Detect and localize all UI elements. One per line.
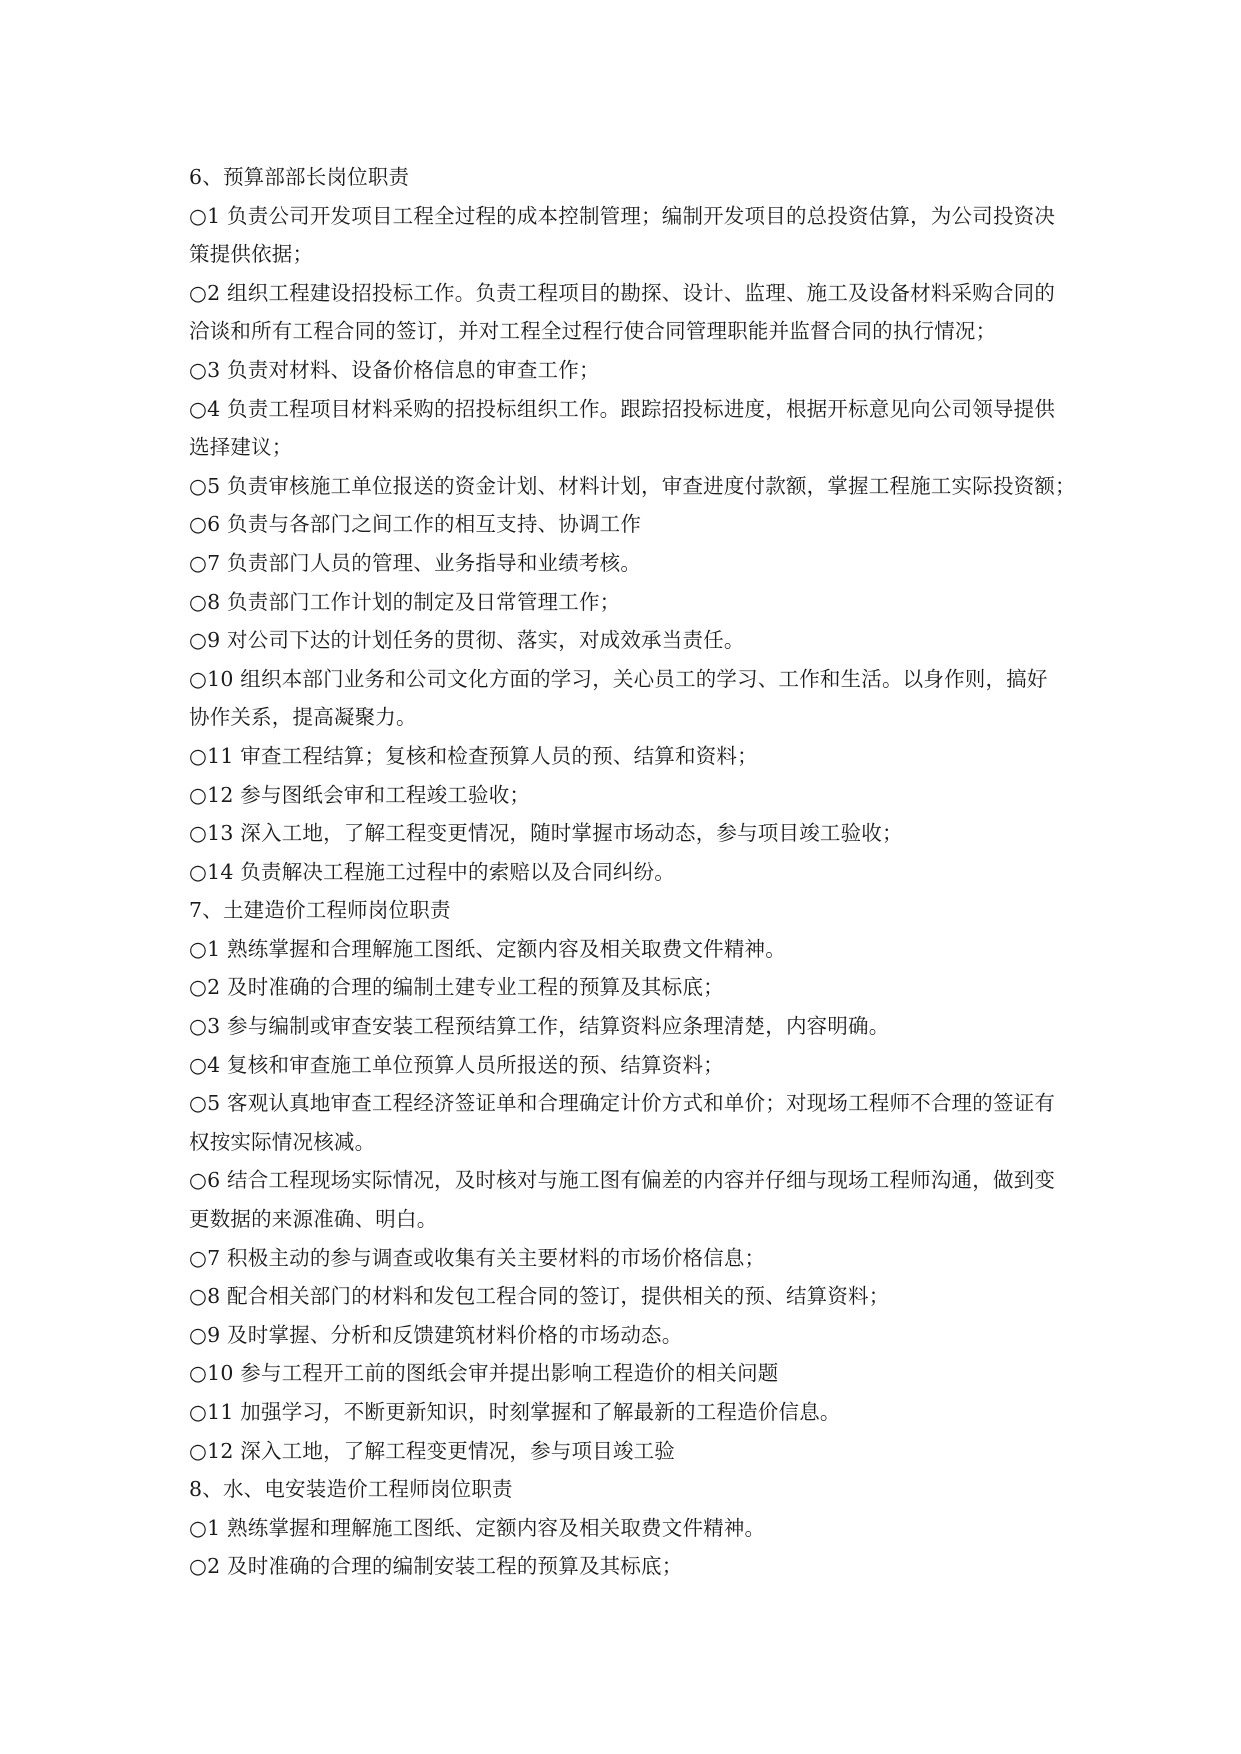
section-heading-8: 8、水、电安装造价工程师岗位职责 bbox=[189, 1477, 513, 1502]
list-item-6-2-cont: 洽谈和所有工程合同的签订，并对工程全过程行使合同管理职能并监督合同的执行情况； bbox=[189, 319, 997, 344]
list-item-7-6-cont: 更数据的来源准确、明白。 bbox=[189, 1207, 438, 1232]
list-item-7-1: ○1 熟练掌握和合理解施工图纸、定额内容及相关取费文件精神。 bbox=[189, 936, 786, 961]
list-item-6-1-cont: 策提供依据； bbox=[189, 242, 314, 267]
list-item-6-3: ○3 负责对材料、设备价格信息的审查工作； bbox=[189, 357, 600, 382]
list-item-7-3: ○3 参与编制或审查安装工程预结算工作，结算资料应条理清楚，内容明确。 bbox=[189, 1014, 890, 1039]
list-item-7-4: ○4 复核和审查施工单位预算人员所报送的预、结算资料； bbox=[189, 1052, 724, 1077]
list-item-6-14: ○14 负责解决工程施工过程中的索赔以及合同纠纷。 bbox=[189, 859, 675, 884]
list-item-6-7: ○7 负责部门人员的管理、业务指导和业绩考核。 bbox=[189, 550, 642, 575]
list-item-7-6: ○6 结合工程现场实际情况，及时核对与施工图有偏差的内容并仔细与现场工程师沟通，做到变 bbox=[189, 1168, 1056, 1193]
list-item-7-12: ○12 深入工地，了解工程变更情况，参与项目竣工验 bbox=[189, 1438, 675, 1463]
list-item-6-11: ○11 审查工程结算；复核和检查预算人员的预、结算和资料； bbox=[189, 743, 758, 768]
section-heading-6: 6、预算部部长岗位职责 bbox=[189, 165, 410, 189]
list-item-6-6: ○6 负责与各部门之间工作的相互支持、协调工作 bbox=[189, 512, 642, 537]
list-item-7-5: ○5 客观认真地审查工程经济签证单和合理确定计价方式和单价；对现场工程师不合理的签证有 bbox=[189, 1091, 1056, 1116]
list-item-6-10: ○10 组织本部门业务和公司文化方面的学习，关心员工的学习、工作和生活。以身作则，搞好 bbox=[189, 666, 1048, 691]
section-heading-7: 7、土建造价工程师岗位职责 bbox=[189, 898, 451, 923]
list-item-7-11: ○11 加强学习，不断更新知识，时刻掌握和了解最新的工程造价信息。 bbox=[189, 1400, 841, 1424]
list-item-6-5: ○5 负责审核施工单位报送的资金计划、材料计划，审查进度付款额，掌握工程施工实际投资额； bbox=[189, 473, 1076, 498]
list-item-7-8: ○8 配合相关部门的材料和发包工程合同的签订，提供相关的预、结算资料； bbox=[189, 1284, 890, 1309]
list-item-8-2: ○2 及时准确的合理的编制安装工程的预算及其标底； bbox=[189, 1554, 683, 1579]
list-item-6-4: ○4 负责工程项目材料采购的招投标组织工作。跟踪招投标进度，根据开标意见向公司领导提供 bbox=[189, 396, 1056, 421]
list-item-6-10-cont: 协作关系，提高凝聚力。 bbox=[189, 705, 417, 730]
list-item-8-1: ○1 熟练掌握和理解施工图纸、定额内容及相关取费文件精神。 bbox=[189, 1515, 766, 1540]
list-item-6-2: ○2 组织工程建设招投标工作。负责工程项目的勘探、设计、监理、施工及设备材料采购合同的 bbox=[189, 280, 1056, 305]
list-item-6-13: ○13 深入工地，了解工程变更情况，随时掌握市场动态，参与项目竣工验收； bbox=[189, 821, 903, 846]
list-item-6-9: ○9 对公司下达的计划任务的贯彻、落实，对成效承当责任。 bbox=[189, 628, 745, 653]
list-item-7-7: ○7 积极主动的参与调查或收集有关主要材料的市场价格信息； bbox=[189, 1245, 766, 1270]
list-item-7-2: ○2 及时准确的合理的编制土建专业工程的预算及其标底； bbox=[189, 975, 724, 1000]
list-item-7-9: ○9 及时掌握、分析和反馈建筑材料价格的市场动态。 bbox=[189, 1322, 683, 1347]
list-item-6-4-cont: 选择建议； bbox=[189, 435, 293, 460]
list-item-6-12: ○12 参与图纸会审和工程竣工验收； bbox=[189, 782, 531, 807]
document-body bbox=[189, 158, 1076, 1586]
list-item-6-8: ○8 负责部门工作计划的制定及日常管理工作； bbox=[189, 589, 621, 614]
list-item-7-5-cont: 权按实际情况核减。 bbox=[189, 1129, 376, 1154]
list-item-6-1: ○1 负责公司开发项目工程全过程的成本控制管理；编制开发项目的总投资估算，为公司投资决 bbox=[189, 203, 1056, 228]
list-item-7-10: ○10 参与工程开工前的图纸会审并提出影响工程造价的相关问题 bbox=[189, 1361, 779, 1386]
